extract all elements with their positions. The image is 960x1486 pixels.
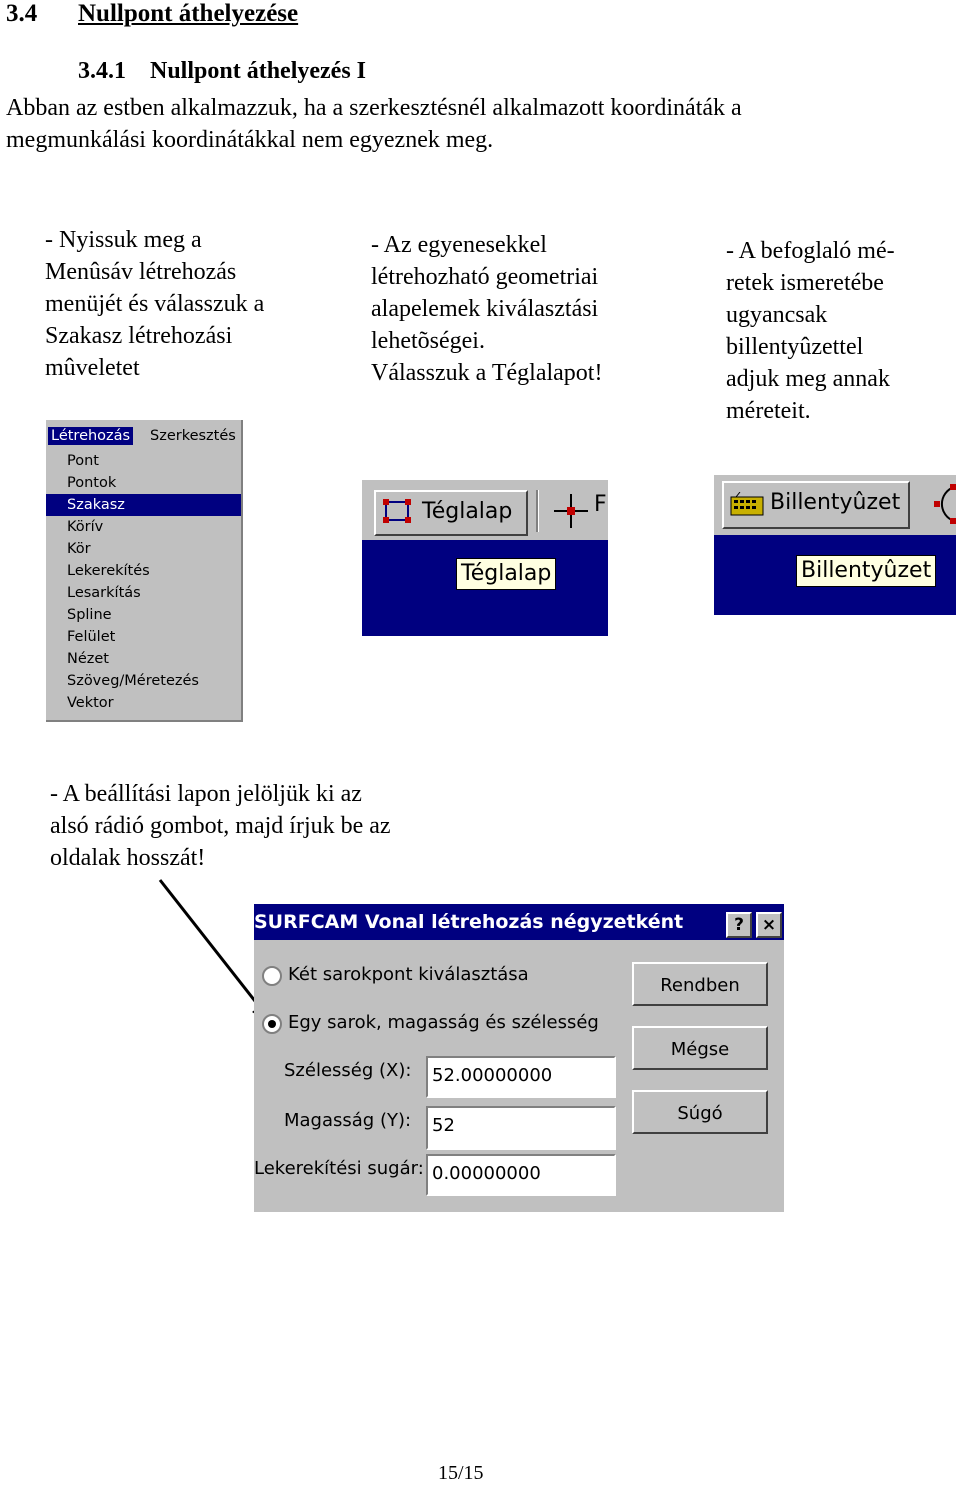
menu-item-szoveg-meretezes[interactable]: Szöveg/Méretezés	[67, 673, 199, 689]
menu-item-felulet[interactable]: Felület	[67, 629, 116, 645]
surfcam-dialog	[254, 904, 784, 1212]
col1-line: Szakasz létrehozási	[45, 323, 233, 349]
billentyuzet-button-label: Billentyûzet	[770, 490, 901, 515]
col2-line: - Az egyenesekkel	[371, 232, 547, 258]
menu-bar-item-szerkesztes[interactable]: Szerkesztés	[150, 428, 236, 444]
col1-line: - Nyissuk meg a	[45, 227, 202, 253]
subsection-heading	[78, 58, 366, 85]
page-number: 15/15	[438, 1462, 484, 1484]
menu-item-vektor[interactable]: Vektor	[67, 695, 114, 711]
dialog-titlebar	[254, 904, 784, 940]
help-titlebar-button[interactable]: ?	[726, 912, 752, 938]
col2-line: lehetõségei.	[371, 328, 485, 354]
menu-item-lekerekites[interactable]: Lekerekítés	[67, 563, 150, 579]
menu-bar	[46, 424, 241, 450]
width-label: Szélesség (X):	[284, 1060, 412, 1081]
menu-item-kor[interactable]: Kör	[67, 541, 91, 557]
radio-corner-height-width-label: Egy sarok, magasság és szélesség	[288, 1012, 599, 1033]
col1-line: Menûsáv létrehozás	[45, 259, 237, 285]
height-label: Magasság (Y):	[284, 1110, 412, 1131]
col3-line: billentyûzettel	[726, 334, 864, 360]
col3-line: - A befoglaló mé-	[726, 238, 895, 264]
intro-line: megmunkálási koordinátákkal nem egyeznek meg.	[6, 127, 494, 153]
radius-field[interactable]: 0.00000000	[426, 1154, 616, 1196]
section-number: 3.4	[6, 0, 38, 27]
help-button[interactable]: Súgó	[632, 1090, 768, 1134]
radio-two-corners[interactable]	[262, 966, 282, 986]
menu-item-szakasz[interactable]: Szakasz	[46, 494, 241, 516]
width-field[interactable]: 52.00000000	[426, 1056, 616, 1098]
col3-line: méreteit.	[726, 398, 811, 424]
section-title: Nullpont áthelyezése	[78, 0, 299, 27]
rectangle-icon	[382, 498, 414, 526]
teglalap-tooltip: Téglalap	[456, 558, 556, 590]
col3-line: adjuk meg annak	[726, 366, 890, 392]
radio-corner-height-width[interactable]	[262, 1014, 282, 1034]
bottom-line: alsó rádió gombot, majd írjuk be az	[50, 813, 391, 839]
menu-dropdown	[46, 450, 241, 714]
menu-item-nezet[interactable]: Nézet	[67, 651, 109, 667]
teglalap-button-label: Téglalap	[422, 499, 513, 524]
menu-item-lesarkitas[interactable]: Lesarkítás	[67, 585, 141, 601]
section-heading	[6, 0, 298, 28]
toolbar	[362, 480, 608, 540]
bottom-line: oldalak hosszát!	[50, 845, 206, 871]
billentyuzet-toolbar-screenshot	[714, 475, 956, 615]
subsection-number: 3.4.1	[78, 58, 126, 84]
point-cross-icon[interactable]	[554, 494, 588, 528]
bottom-line: - A beállítási lapon jelöljük ki az	[50, 781, 362, 807]
col2-line: létrehozható geometriai	[371, 264, 599, 290]
col3-line: ugyancsak	[726, 302, 828, 328]
teglalap-toolbar-screenshot	[362, 480, 608, 636]
intro-paragraph	[6, 92, 742, 156]
teglalap-button[interactable]	[374, 490, 528, 536]
col2-line: alapelemek kiválasztási	[371, 296, 599, 322]
letrehozas-menu-screenshot	[46, 420, 243, 722]
menu-item-pont[interactable]: Pont	[67, 453, 99, 469]
intro-line: Abban az estben alkalmazzuk, ha a szerkesztésnél alkalmazott koordináták a	[6, 95, 742, 121]
radius-label: Lekerekítési sugár:	[254, 1158, 424, 1179]
col2-instructions	[371, 229, 602, 389]
menu-bar-item-letrehozas[interactable]: Létrehozás	[48, 427, 133, 445]
cancel-button[interactable]: Mégse	[632, 1026, 768, 1070]
col3-line: retek ismeretébe	[726, 270, 884, 296]
radio-two-corners-label: Két sarokpont kiválasztása	[288, 964, 529, 985]
keyboard-icon	[730, 492, 764, 516]
toolbar-separator	[536, 490, 539, 532]
arc-icon[interactable]	[930, 483, 956, 527]
billentyuzet-button[interactable]	[722, 481, 910, 529]
col1-line: menüjét és válasszuk a	[45, 291, 265, 317]
col1-instructions	[45, 224, 264, 384]
menu-item-koriv[interactable]: Körív	[67, 519, 104, 535]
menu-item-pontok[interactable]: Pontok	[67, 475, 117, 491]
bottom-instructions	[50, 778, 391, 874]
next-button-label[interactable]: F	[594, 492, 607, 517]
subsection-title: Nullpont áthelyezés I	[150, 58, 366, 84]
close-titlebar-button[interactable]: ×	[756, 912, 782, 938]
col1-line: mûveletet	[45, 355, 140, 381]
height-field[interactable]: 52	[426, 1106, 616, 1150]
billentyuzet-tooltip: Billentyûzet	[796, 555, 936, 587]
col2-line: Válasszuk a Téglalapot!	[371, 360, 603, 386]
menu-item-spline[interactable]: Spline	[67, 607, 112, 623]
col3-instructions	[726, 235, 895, 427]
ok-button[interactable]: Rendben	[632, 962, 768, 1006]
dialog-title: SURFCAM Vonal létrehozás négyzetként	[254, 911, 684, 933]
toolbar	[714, 475, 956, 535]
